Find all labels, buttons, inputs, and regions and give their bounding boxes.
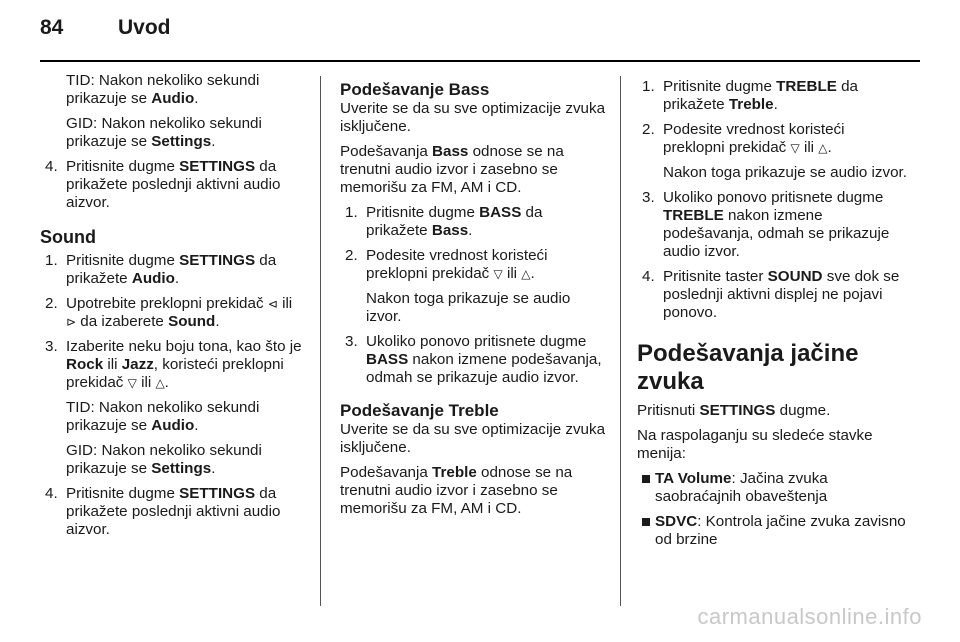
paragraph: Podešavanja Bass odnose se na trenutni audio izvor i zasebno se memorišu za FM, AM i CD.	[340, 143, 564, 196]
list-item: 4. Pritisnite dugme SETTINGS da prikažete poslednji aktivni audio aizvor.	[45, 158, 281, 211]
column-divider-1	[320, 76, 321, 606]
paragraph: GID: Nakon nekoliko sekundi prikazuje se Settings.	[66, 115, 262, 150]
paragraph: Pritisnuti SETTINGS dugme.	[637, 402, 831, 419]
down-triangle-icon: ▽	[127, 376, 137, 390]
bullet-square-icon	[642, 475, 650, 483]
list-item: 4. Pritisnite taster SOUND sve dok se poslednji aktivni displej ne pojavi ponovo.	[642, 268, 900, 321]
section-heading-sound: Sound	[40, 227, 96, 247]
chapter-title: Uvod	[118, 16, 171, 39]
list-item: 3. Izaberite neku boju tona, kao što je Rock ili Jazz, koristeći preklopni prekidač ▽ ili △. TID: Nakon nekoliko sekundi prikazuje se Audio. GID: Nakon nekoliko sekundi prikazuje se Settings.	[45, 338, 302, 477]
watermark: carmanualsonline.info	[697, 604, 922, 629]
left-arrow-icon: ⊲	[267, 297, 278, 311]
paragraph: Uverite se da su sve optimizacije zvuka isključene.	[340, 100, 606, 135]
list-item: 2. Podesite vrednost koristeći preklopni prekidač ▽ ili △. Nakon toga prikazuje se audio izvor.	[345, 247, 571, 325]
section-heading-treble: Podešavanje Treble	[340, 401, 499, 420]
up-triangle-icon: △	[818, 141, 828, 155]
list-item: 3. Ukoliko ponovo pritisnete dugme BASS nakon izmene podešavanja, odmah se prikazuje audio izvor.	[345, 333, 602, 386]
paragraph: TID: Nakon nekoliko sekundi prikazuje se Audio.	[66, 72, 260, 107]
list-item: 2. Podesite vrednost koristeći preklopni prekidač ▽ ili △. Nakon toga prikazuje se audio izvor.	[642, 121, 907, 181]
column-2	[340, 72, 608, 525]
section-heading-bass: Podešavanje Bass	[340, 80, 490, 99]
list-item: 2. Upotrebite preklopni prekidač ⊲ ili ⊳ da izaberete Sound.	[45, 295, 293, 330]
list-item: 4. Pritisnite dugme SETTINGS da prikažete poslednji aktivni audio aizvor.	[45, 485, 281, 538]
column-divider-2	[620, 76, 621, 606]
paragraph: Na raspolaganju su sledeće stavke menija:	[637, 427, 873, 462]
list-item: 1. Pritisnite dugme BASS da prikažete Bass.	[345, 204, 543, 239]
column-3	[637, 72, 907, 556]
list-item: 1. Pritisnite dugme SETTINGS da prikažete Audio.	[45, 252, 277, 287]
list-item: SDVC: Kontrola jačine zvuka zavisno od brzine	[637, 513, 907, 549]
page-number: 84	[40, 16, 64, 39]
list-item: 1. Pritisnite dugme TREBLE da prikažete Treble.	[642, 78, 858, 113]
page-header	[40, 16, 171, 50]
bullet-square-icon	[642, 518, 650, 526]
down-triangle-icon: ▽	[790, 141, 800, 155]
up-triangle-icon: △	[521, 267, 531, 281]
header-rule	[40, 60, 920, 62]
down-triangle-icon: ▽	[493, 267, 503, 281]
list-item: 3. Ukoliko ponovo pritisnete dugme TREBLE nakon izmene podešavanja, odmah se prikazuje audio izvor.	[642, 189, 890, 260]
paragraph: Uverite se da su sve optimizacije zvuka isključene.	[340, 421, 606, 456]
paragraph: Podešavanja Treble odnose se na trenutni audio izvor i zasebno se memorišu za FM, AM i CD.	[340, 464, 573, 517]
up-triangle-icon: △	[155, 376, 165, 390]
list-item: TA Volume: Jačina zvuka saobraćajnih obaveštenja	[637, 470, 907, 506]
right-arrow-icon: ⊳	[66, 315, 77, 329]
column-1	[40, 72, 306, 546]
section-heading-volume: Podešavanja jačine zvuka	[637, 340, 859, 395]
